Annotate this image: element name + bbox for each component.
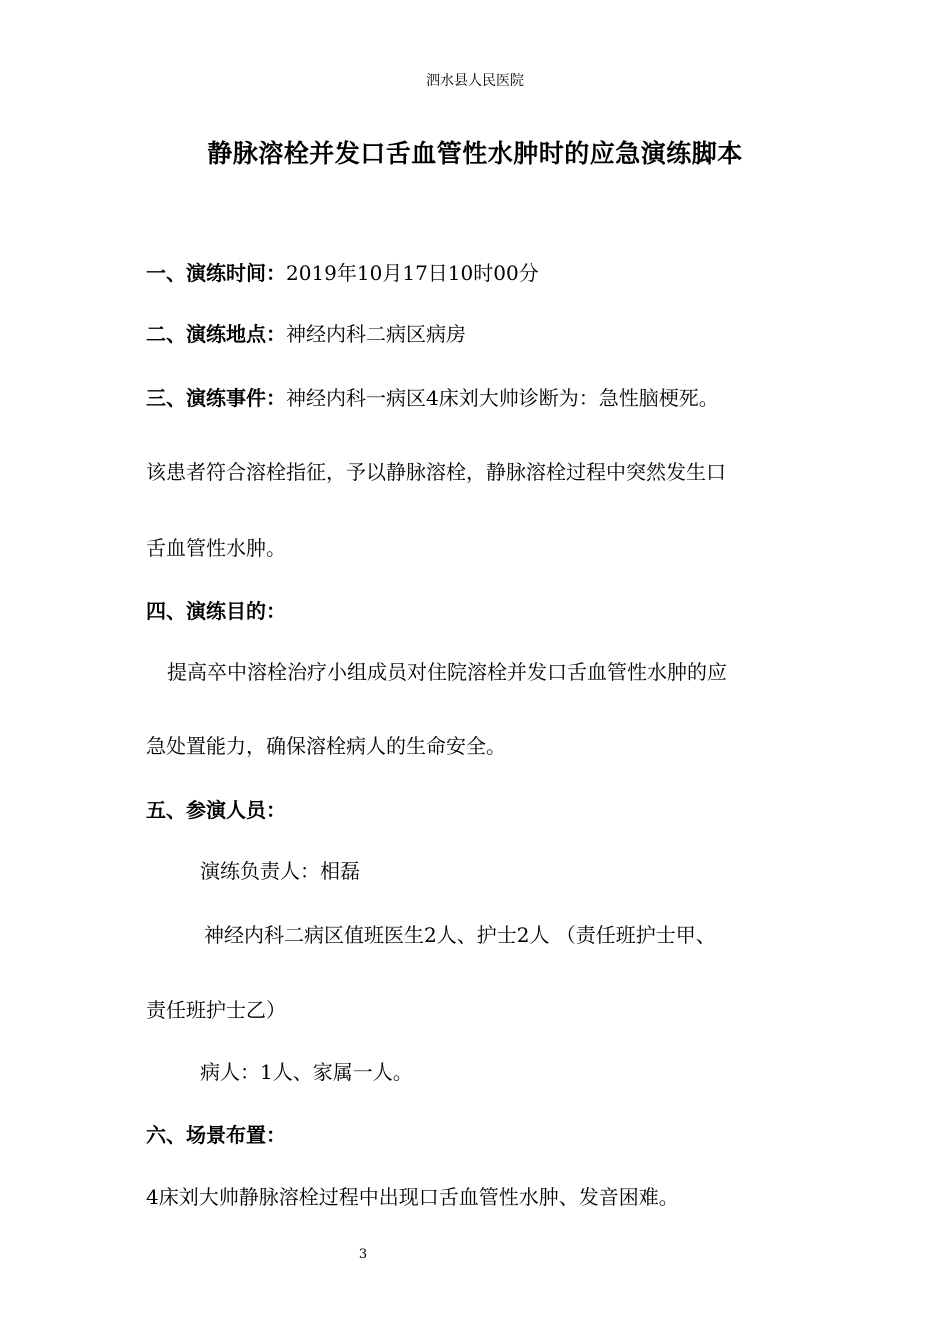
section-event-label: 三、演练事件：: [146, 386, 286, 410]
section-event-line3: 舌血管性水肿。: [146, 536, 286, 560]
section-event: [146, 384, 719, 412]
document-title: 静脉溶栓并发口舌血管性水肿时的应急演练脚本: [207, 139, 743, 168]
section-time-label: 一、演练时间：: [146, 261, 286, 285]
section-time: [146, 259, 539, 287]
section-place-value: 神经内科二病区病房: [286, 322, 466, 346]
section-event-line1: 神经内科一病区4床刘大帅诊断为：急性脑梗死。: [286, 386, 719, 410]
section-purpose-line2: 急处置能力，确保溶栓病人的生命安全。: [146, 734, 506, 758]
section-place: [146, 320, 466, 348]
participants-leader: 演练负责人：相磊: [200, 859, 360, 883]
participants-staff-line1: 神经内科二病区值班医生2人、护士2人 （责任班护士甲、: [204, 923, 716, 947]
section-scene-label: 六、场景布置：: [146, 1123, 286, 1147]
page-number: 3: [358, 1247, 368, 1262]
section-time-value: 2019年10月17日10时00分: [286, 261, 539, 285]
participants-patient: 病人：1人、家属一人。: [200, 1060, 413, 1084]
page-header: 泗水县人民医院: [426, 73, 524, 89]
section-place-label: 二、演练地点：: [146, 322, 286, 346]
section-purpose-label: 四、演练目的：: [146, 599, 286, 623]
participants-staff-line2: 责任班护士乙）: [146, 998, 286, 1022]
section-purpose-line1: 提高卒中溶栓治疗小组成员对住院溶栓并发口舌血管性水肿的应: [167, 660, 727, 684]
section-event-line2: 该患者符合溶栓指征，予以静脉溶栓，静脉溶栓过程中突然发生口: [146, 460, 726, 484]
section-scene-line1: 4床刘大帅静脉溶栓过程中出现口舌血管性水肿、发音困难。: [146, 1185, 679, 1209]
section-participants-label: 五、参演人员：: [146, 798, 286, 822]
